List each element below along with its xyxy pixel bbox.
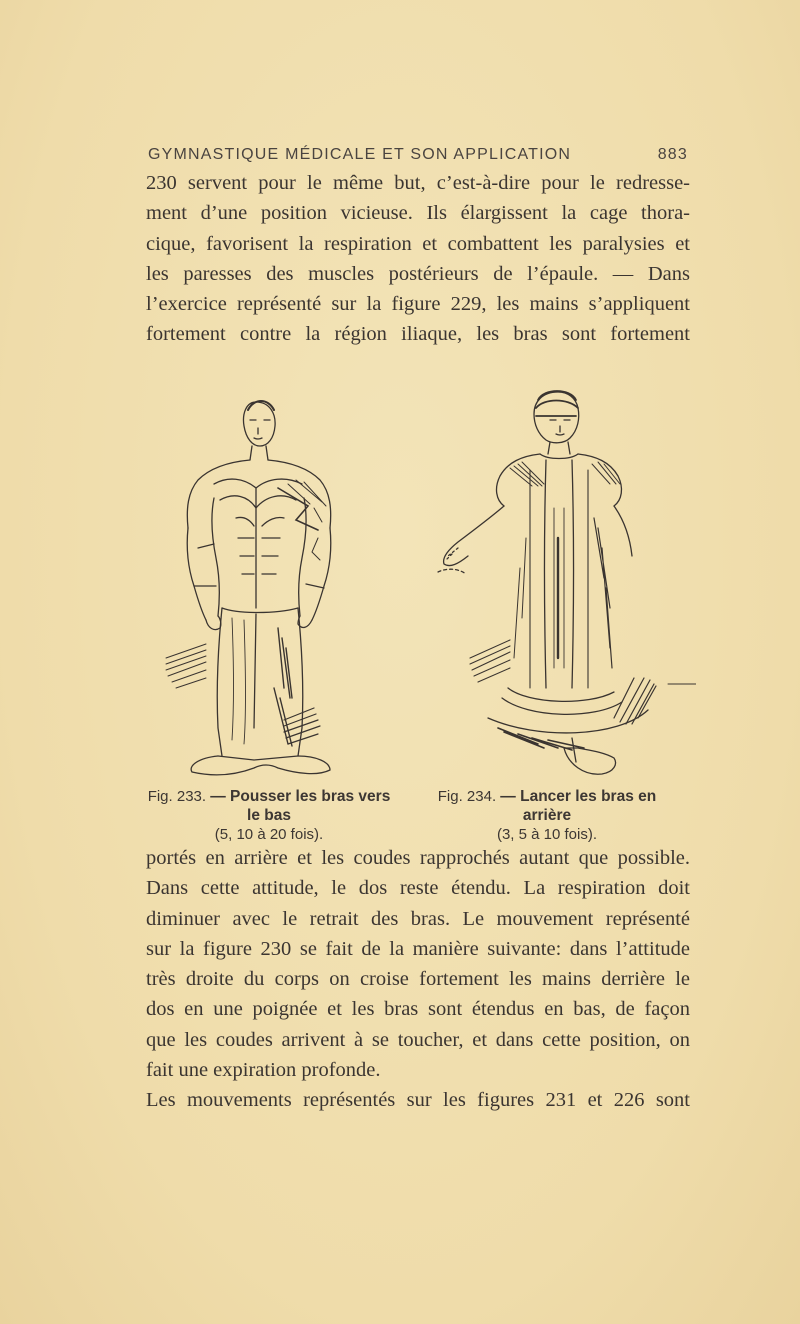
text-line: les paresses des muscles postérieurs de l’épaule. — Dans [146, 262, 690, 285]
figure-234-caption [402, 787, 692, 844]
text-line: cique, favorisent la respiration et combattent les paralysies et [146, 232, 690, 255]
text-line: dos en une poignée et les bras sont étendus en bas, de façon [146, 998, 690, 1021]
paragraph-bottom [146, 843, 690, 1116]
figure-number: Fig. 233. [147, 788, 207, 805]
figure-repetitions: (3, 5 à 10 fois). [496, 826, 598, 843]
page-number: 883 [657, 146, 688, 163]
text-line: que les coudes arrivent à se toucher, et dans cette position, on [146, 1028, 690, 1051]
figure-title: — Lancer les bras en [500, 788, 657, 805]
text-line: ment d’une position vicieuse. Ils élargissent la cage thora- [146, 202, 690, 225]
figure-title-continued: arrière [522, 807, 572, 824]
text-line: fortement contre la région iliaque, les bras sont fortement [146, 323, 690, 346]
figure-233-caption [146, 787, 392, 844]
paragraph-top [146, 168, 690, 350]
text-line: fait une expiration profonde. [146, 1059, 381, 1082]
figure-234-illustration [418, 388, 696, 778]
text-line: très droite du corps on croise fortement les mains derrière le [146, 968, 690, 991]
text-line: sur la figure 230 se fait de la manière suivante: dans l’attitude [146, 937, 690, 960]
figure-repetitions: (5, 10 à 20 fois). [214, 826, 324, 843]
text-line: l’exercice représenté sur la figure 229, les mains s’appliquent [146, 293, 690, 316]
text-line: Dans cette attitude, le dos reste étendu. La respiration doit [146, 877, 690, 900]
figure-title: — Pousser les bras vers [210, 788, 391, 805]
text-line: 230 servent pour le même but, c’est-à-dire pour le redresse- [146, 172, 690, 194]
figure-title-continued: le bas [247, 807, 291, 824]
text-line: portés en arrière et les coudes rapprochés autant que possible. [146, 847, 690, 869]
text-line: diminuer avec le retrait des bras. Le mouvement représenté [146, 907, 690, 930]
text-line: Les mouvements représentés sur les figures 231 et 226 sont [146, 1089, 690, 1112]
running-header [148, 146, 688, 164]
figure-233-illustration [158, 388, 363, 778]
figure-number: Fig. 234. [437, 788, 497, 805]
running-title: GYMNASTIQUE MÉDICALE ET SON APPLICATION [148, 146, 572, 163]
